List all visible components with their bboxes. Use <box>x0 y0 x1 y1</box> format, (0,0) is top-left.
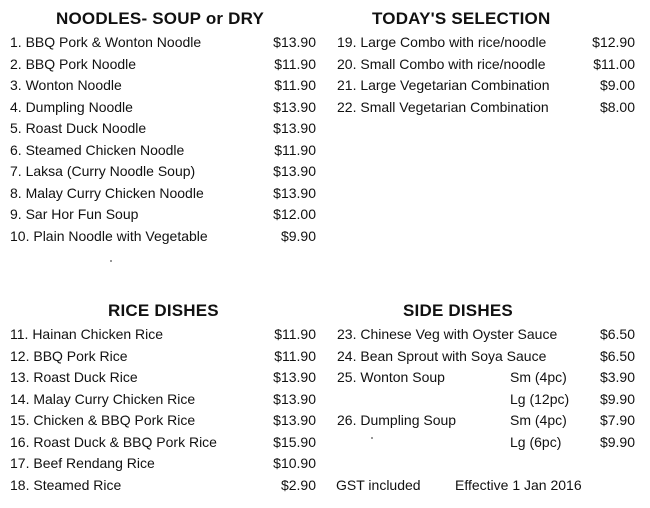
item-price: $13.90 <box>273 98 316 115</box>
item-price: $13.90 <box>273 184 316 201</box>
item-size: Lg (12pc) <box>510 390 570 407</box>
scan-speck <box>110 260 112 262</box>
menu-row <box>10 75 316 96</box>
item-name: 23. Chinese Veg with Oyster Sauce <box>337 326 558 342</box>
item-price: $13.90 <box>273 163 316 179</box>
item-name: 14. Malay Curry Chicken Rice <box>10 390 196 407</box>
item-name: 15. Chicken & BBQ Pork Rice <box>10 412 196 428</box>
item-size: Sm (4pc) <box>510 412 567 428</box>
effective-date: Effective 1 Jan 2016 <box>455 477 582 493</box>
menu-row <box>337 97 635 118</box>
menu-row <box>10 54 316 75</box>
gst-note: GST included <box>336 477 421 493</box>
item-price: $11.90 <box>274 55 316 72</box>
item-price: $7.90 <box>599 412 635 428</box>
item-price: $2.90 <box>280 476 316 493</box>
item-price: $9.90 <box>280 227 316 244</box>
item-price: $11.90 <box>274 77 316 93</box>
item-name: 24. Bean Sprout with Soya Sauce <box>337 347 547 364</box>
menu-row <box>10 161 316 182</box>
menu-row <box>10 389 316 410</box>
item-name: 25. Wonton Soup <box>337 369 445 385</box>
menu-row <box>337 75 635 96</box>
item-price: $13.90 <box>273 120 316 136</box>
item-price: $10.90 <box>273 455 316 471</box>
item-name: 8. Malay Curry Chicken Noodle <box>10 184 204 201</box>
menu-row <box>337 324 635 345</box>
item-price: $15.90 <box>273 433 316 450</box>
item-name: 5. Roast Duck Noodle <box>10 120 147 136</box>
menu-row <box>10 453 316 474</box>
item-price: $9.00 <box>599 77 635 93</box>
item-price: $8.00 <box>599 98 635 115</box>
item-price: $3.90 <box>599 369 635 385</box>
menu-row <box>337 54 635 75</box>
item-name: 9. Sar Hor Fun Soup <box>10 206 139 222</box>
item-name: 20. Small Combo with rice/noodle <box>337 55 546 72</box>
selection-heading: TODAY'S SELECTION <box>372 9 551 28</box>
item-name: 4. Dumpling Noodle <box>10 98 133 115</box>
item-name: 2. BBQ Pork Noodle <box>10 55 137 72</box>
item-price: $6.50 <box>599 326 635 342</box>
menu-row <box>10 410 316 431</box>
item-price: $6.50 <box>599 347 635 364</box>
menu-row <box>10 432 316 453</box>
noodles-heading: NOODLES- SOUP or DRY <box>56 9 265 28</box>
item-name: 26. Dumpling Soup <box>337 412 457 428</box>
menu-row <box>337 32 635 53</box>
item-name: 17. Beef Rendang Rice <box>10 455 155 471</box>
menu-row <box>10 324 316 345</box>
item-price: $9.90 <box>599 390 635 407</box>
item-name: 13. Roast Duck Rice <box>10 369 138 385</box>
item-size: Sm (4pc) <box>510 369 567 385</box>
menu-row <box>10 475 316 496</box>
item-name: 21. Large Vegetarian Combination <box>337 77 550 93</box>
item-price: $13.90 <box>273 369 316 385</box>
menu-row <box>10 346 316 367</box>
item-price: $11.90 <box>274 347 316 364</box>
item-name: 22. Small Vegetarian Combination <box>337 98 549 115</box>
item-price: $11.90 <box>274 326 316 342</box>
menu-row <box>10 367 316 388</box>
item-price: $13.90 <box>273 34 316 50</box>
item-price: $12.90 <box>592 34 635 50</box>
side-heading: SIDE DISHES <box>403 301 513 320</box>
menu-row <box>337 410 635 431</box>
rice-heading: RICE DISHES <box>108 301 219 320</box>
item-name: 6. Steamed Chicken Noodle <box>10 141 185 158</box>
scan-speck <box>371 437 373 439</box>
item-name: 3. Wonton Noodle <box>10 77 122 93</box>
menu-row <box>337 367 635 388</box>
item-price: $11.00 <box>593 55 635 72</box>
item-name: 12. BBQ Pork Rice <box>10 347 128 364</box>
menu-row <box>337 389 635 410</box>
menu-row <box>10 97 316 118</box>
item-name: 18. Steamed Rice <box>10 476 122 493</box>
item-size: Lg (6pc) <box>510 433 562 450</box>
item-name: 11. Hainan Chicken Rice <box>10 326 164 342</box>
menu-row <box>337 432 635 453</box>
item-price: $9.90 <box>599 433 635 450</box>
menu-row <box>10 140 316 161</box>
item-name: 1. BBQ Pork & Wonton Noodle <box>10 34 202 50</box>
item-price: $13.90 <box>273 412 316 428</box>
menu-row <box>10 204 316 225</box>
item-price: $12.00 <box>273 206 316 222</box>
menu-row <box>10 226 316 247</box>
item-name: 7. Laksa (Curry Noodle Soup) <box>10 163 196 179</box>
menu-row <box>337 346 635 367</box>
item-name: 16. Roast Duck & BBQ Pork Rice <box>10 433 217 450</box>
item-price: $13.90 <box>273 390 316 407</box>
menu-row <box>10 118 316 139</box>
item-name: 10. Plain Noodle with Vegetable <box>10 227 208 244</box>
menu-row <box>10 183 316 204</box>
item-name: 19. Large Combo with rice/noodle <box>337 34 547 50</box>
menu-row <box>10 32 316 53</box>
item-price: $11.90 <box>274 141 316 158</box>
